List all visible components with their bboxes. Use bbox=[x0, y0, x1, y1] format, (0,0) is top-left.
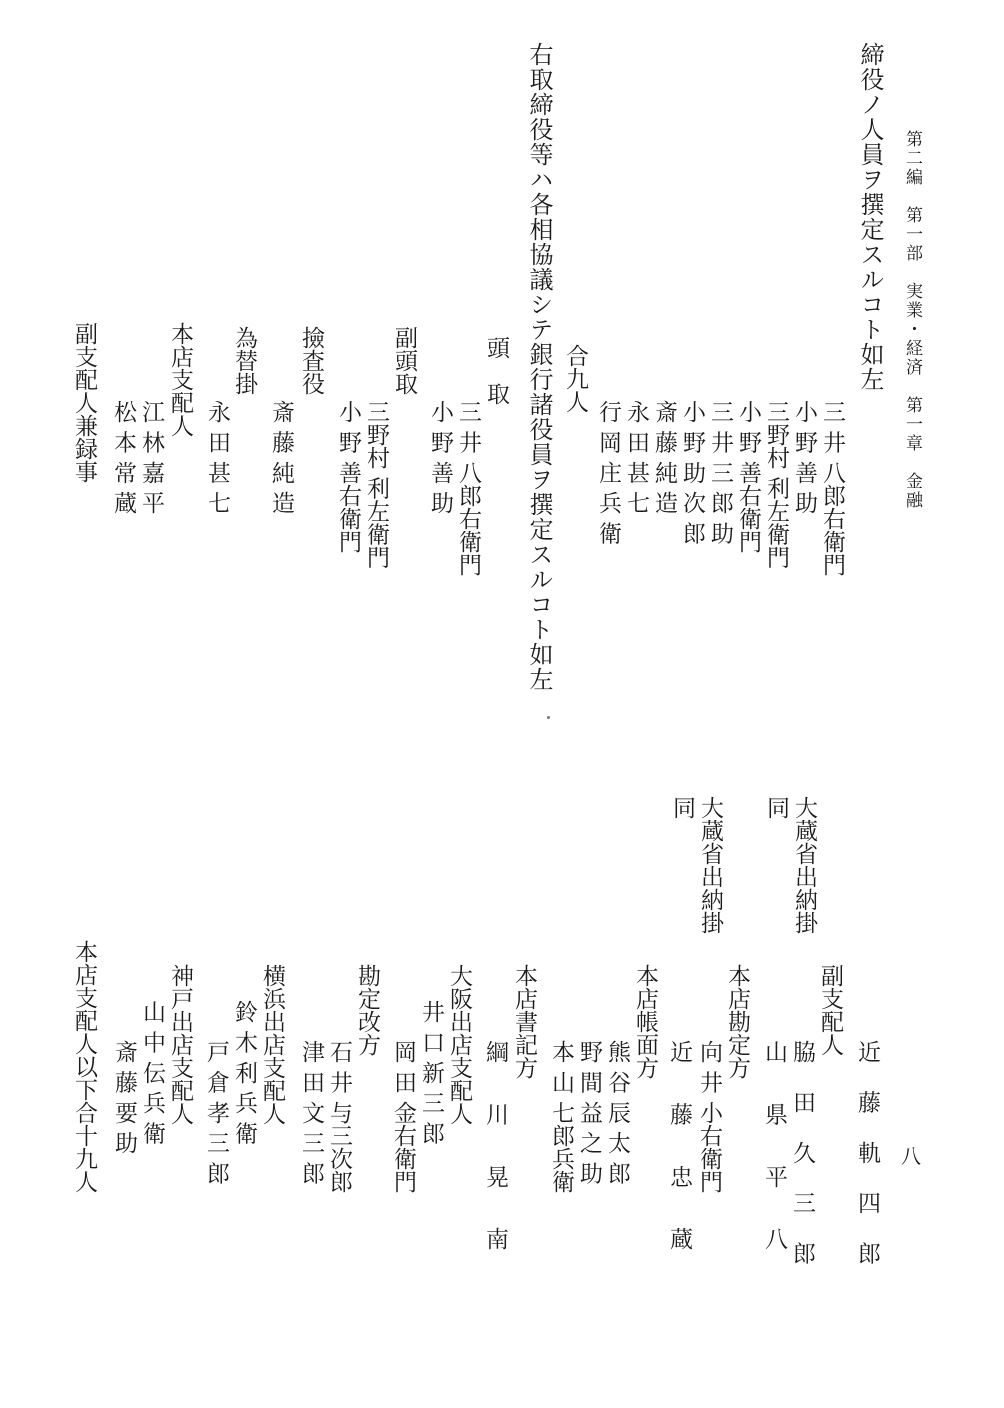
role-label-inspector: 撿査役 bbox=[298, 326, 324, 395]
audit-name: 津 田 文 三 郎 bbox=[298, 1040, 324, 1185]
staff-total: 本店支配人以下合十九人 bbox=[71, 940, 97, 1193]
section2-title: 右取締役等ハ各相協議シテ銀行諸役員ヲ撰定スルコト如左 bbox=[525, 42, 553, 692]
role-label-accounts: 本店勘定方 bbox=[724, 964, 750, 1079]
director-name-8: 永 田 甚 七 bbox=[623, 400, 649, 514]
yokohama-name: 鈴 木 利 兵 衛 bbox=[231, 1000, 257, 1145]
role-name: 斎 藤 純 造 bbox=[268, 400, 294, 514]
role-label-kobe: 神戸出店支配人 bbox=[167, 964, 193, 1125]
okura-name: 脇 田 久 三 郎 bbox=[789, 1040, 815, 1275]
audit-name: 石 井 与三次郎 bbox=[326, 1040, 352, 1193]
role-label-ditto: 同 bbox=[669, 796, 695, 819]
role-label-head-manager: 本店支配人 bbox=[167, 322, 193, 437]
role-label-clerk: 本店書記方 bbox=[511, 964, 537, 1079]
role-name: 永 田 甚 七 bbox=[204, 400, 230, 514]
clerk-name: 綱 川 晃 南 bbox=[482, 1040, 508, 1266]
print-speck bbox=[547, 716, 550, 719]
director-total: 合九人 bbox=[562, 344, 588, 413]
role-label-ditto: 同 bbox=[763, 796, 789, 819]
role-label-okura: 大蔵省出納掛 bbox=[791, 796, 817, 934]
role-name: 三 井 八郎右衛門 bbox=[455, 400, 481, 576]
role-name: 三野村 利左衛門 bbox=[363, 400, 389, 569]
role-name: 小 野 善 助 bbox=[427, 400, 453, 514]
director-name-2: 小 野 善 助 bbox=[791, 400, 817, 514]
director-name-7: 斎 藤 純 造 bbox=[651, 400, 677, 514]
director-name-5: 三 井 三 郎 助 bbox=[707, 400, 733, 545]
director-name-1: 三 井 八郎右衛門 bbox=[819, 400, 845, 576]
kobe-name: 山 中 伝 兵 衛 bbox=[139, 1000, 165, 1145]
ledger-name: 本 山 七郎兵衛 bbox=[548, 1040, 574, 1193]
okura-name: 山 県 平 八 bbox=[761, 1040, 787, 1266]
director-name-3: 三野村 利左衛門 bbox=[763, 400, 789, 569]
kobe-name: 斎 藤 要 助 bbox=[111, 1040, 137, 1154]
role-label-okura: 大蔵省出納掛 bbox=[697, 796, 723, 934]
ledger-name: 野 間 益 之 助 bbox=[576, 1040, 602, 1185]
role-label-osaka: 大阪出店支配人 bbox=[446, 964, 472, 1125]
role-label-audit: 勘定改方 bbox=[354, 964, 380, 1056]
section1-title: 締役ノ人員ヲ撰定スルコト如左 bbox=[856, 42, 884, 392]
role-label-exchange: 為替掛 bbox=[231, 326, 257, 395]
okura-name: 向 井 小右衛門 bbox=[696, 1040, 722, 1193]
running-head: 第二編 第一部 実業・経済 第一章 金融 bbox=[902, 130, 922, 510]
role-name: 小 野 善右衛門 bbox=[335, 400, 361, 553]
role-label-deputy-manager: 副支配人 bbox=[817, 964, 843, 1056]
ledger-name: 熊 谷 辰 太 郎 bbox=[604, 1040, 630, 1185]
osaka-name: 岡 田 金右衛門 bbox=[390, 1040, 416, 1193]
role-label-deputy-clerk: 副支配人兼録事 bbox=[71, 322, 97, 483]
role-label-ledger: 本店帳面方 bbox=[632, 964, 658, 1079]
osaka-name: 井 口 新 三 郎 bbox=[418, 1000, 444, 1145]
director-name-9: 行 岡 庄 兵 衛 bbox=[595, 400, 621, 545]
role-label-president: 頭 取 bbox=[483, 336, 509, 405]
yokohama-name: 戸 倉 孝 三 郎 bbox=[203, 1040, 229, 1185]
director-name-4: 小 野 善右衛門 bbox=[735, 400, 761, 553]
role-name: 松 本 常 蔵 bbox=[110, 400, 136, 514]
role-label-vice-president: 副頭取 bbox=[391, 326, 417, 395]
director-name-6: 小 野 助 次 郎 bbox=[679, 400, 705, 545]
page-number: 八 bbox=[901, 1144, 921, 1168]
role-label-yokohama: 横浜出店支配人 bbox=[259, 964, 285, 1125]
role-name: 江 林 嘉 平 bbox=[138, 400, 164, 514]
okura-name: 近 藤 忠 蔵 bbox=[666, 1040, 692, 1266]
okura-name: 近 藤 軌 四 郎 bbox=[854, 1040, 880, 1275]
